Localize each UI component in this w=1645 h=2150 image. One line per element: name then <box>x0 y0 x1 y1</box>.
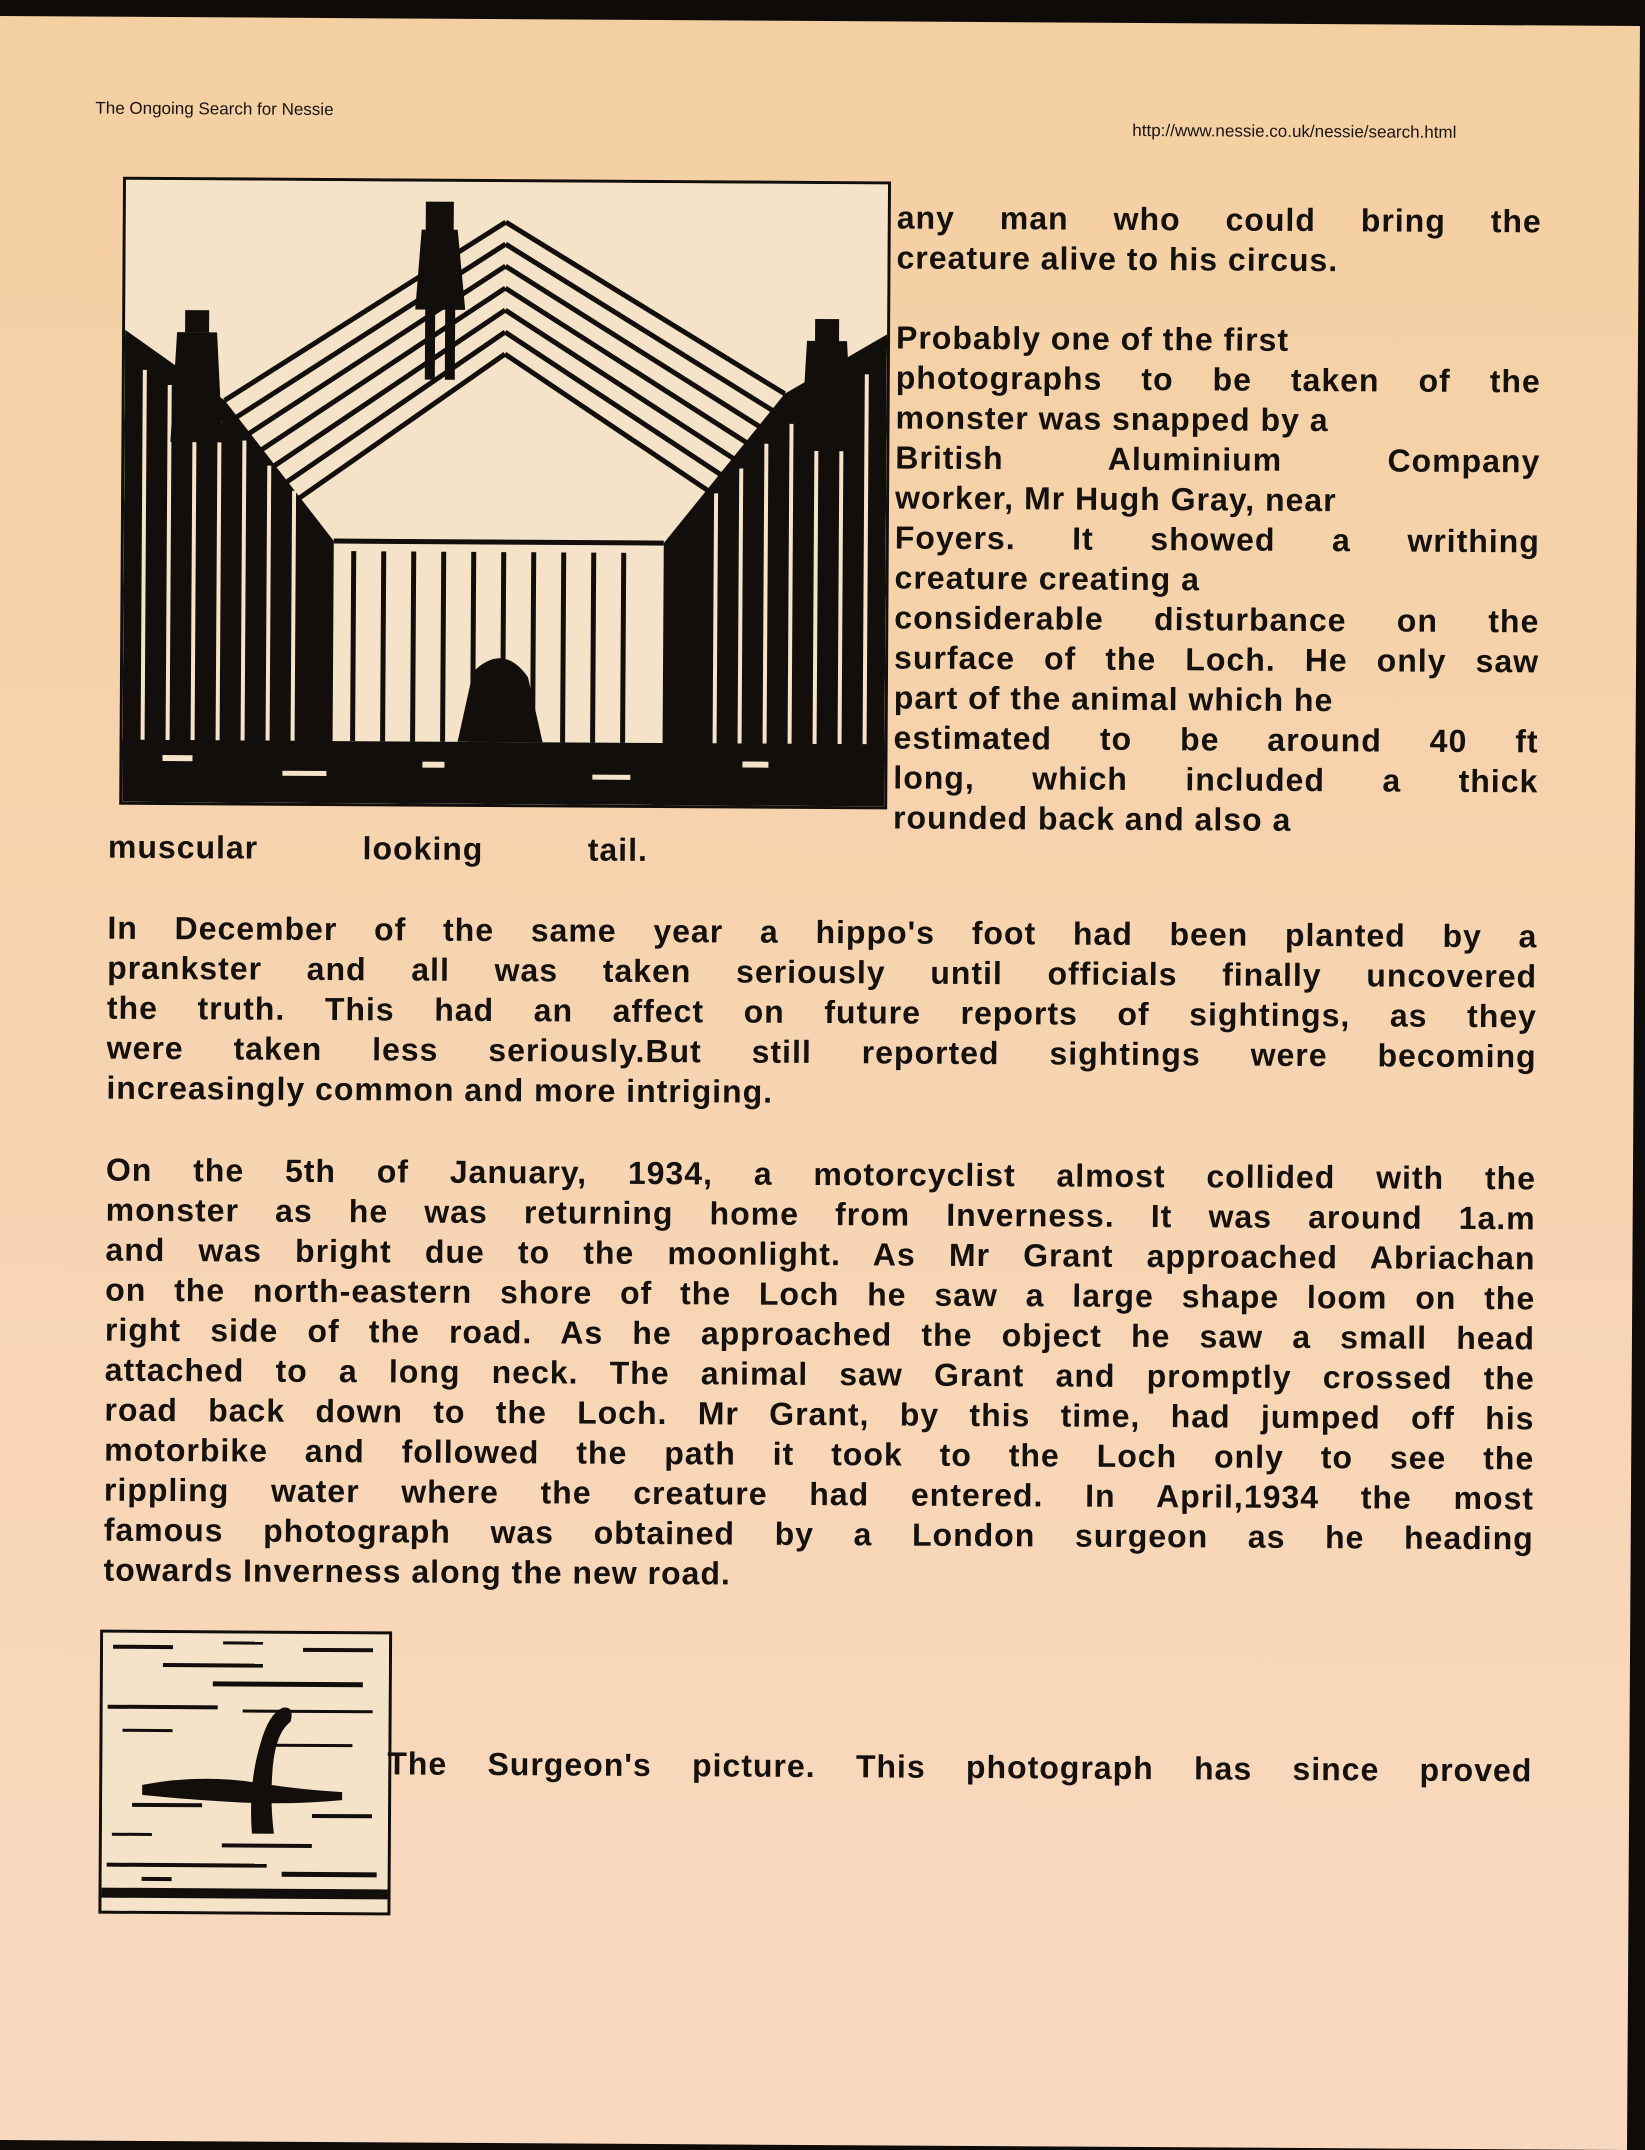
wrap-text-column <box>893 197 1542 841</box>
text-line: famous photograph was obtained by a London surgeon as he heading <box>103 1511 1534 1557</box>
text-line: worker, Mr Hugh Gray, near <box>894 479 1337 519</box>
hippo-paragraph <box>106 908 1537 1117</box>
text-line: rounded back and also a <box>893 799 1292 838</box>
wrap-text-tail <box>108 827 648 870</box>
text-line: Foyers. It showed a writhing <box>894 519 1540 560</box>
page-header-url: http://www.nessie.co.uk/nessie/search.html <box>1132 120 1457 142</box>
text-line: photographs to be taken of the <box>895 359 1541 400</box>
text-line: part of the animal which he <box>893 679 1334 719</box>
text-line: British Aluminium Company <box>895 439 1541 480</box>
text-line: muscular looking tail. <box>107 828 649 868</box>
surgeon-photo-icon <box>98 1630 392 1916</box>
text-line: increasingly common and more intriging. <box>106 1069 774 1110</box>
text-line: monster was snapped by a <box>895 399 1329 439</box>
text-line: rippling water where the creature had entered. In April,1934 the most <box>103 1471 1535 1517</box>
document-page <box>0 16 1640 2150</box>
page-header-title: The Ongoing Search for Nessie <box>95 98 334 120</box>
cage-photo-graphic <box>122 180 888 807</box>
text-line: creature creating a <box>894 559 1201 598</box>
text-line: In December of the same year a hippo's foot had been planted by a <box>107 909 1538 955</box>
cage-photo-icon <box>119 177 891 810</box>
text-line: considerable disturbance on the <box>894 599 1540 640</box>
grant-paragraph <box>103 1150 1536 1599</box>
text-line: Probably one of the first <box>895 319 1290 358</box>
text-line: towards Inverness along the new road. <box>103 1551 731 1592</box>
text-line: estimated to be around 40 ft <box>893 719 1539 760</box>
text-line: creature alive to his circus. <box>896 239 1339 279</box>
text-line: long, which included a thick <box>893 759 1539 800</box>
surgeon-caption <box>387 1743 1532 1790</box>
text-line: any man who could bring the <box>896 199 1542 240</box>
text-line: were taken less seriously.But still reported sightings were becoming <box>106 1029 1537 1075</box>
text-line: right side of the road. As he approached the object he saw a small head <box>104 1311 1536 1357</box>
surgeon-photo-graphic <box>101 1633 389 1913</box>
text-line: on the north-eastern shore of the Loch he saw a large shape loom on the <box>105 1271 1536 1317</box>
text-line: road back down to the Loch. Mr Grant, by this time, had jumped off his <box>104 1391 1535 1437</box>
text-line: motorbike and followed the path it took to the Loch only to see the <box>104 1431 1535 1477</box>
text-line: prankster and all was taken seriously until officials finally uncovered <box>107 949 1538 995</box>
text-line: On the 5th of January, 1934, a motorcyclist almost collided with the <box>105 1151 1537 1197</box>
text-line: attached to a long neck. The animal saw Grant and promptly crossed the <box>104 1351 1535 1397</box>
text-line: monster as he was returning home from Inverness. It was around 1a.m <box>105 1191 1536 1237</box>
text-line: the truth. This had an affect on future reports of sightings, as they <box>106 989 1538 1035</box>
text-line: The Surgeon's picture. This photograph has since proved <box>387 1745 1533 1789</box>
text-line: and was bright due to the moonlight. As Mr Grant approached Abriachan <box>105 1231 1536 1277</box>
text-line: surface of the Loch. He only saw <box>893 639 1540 680</box>
